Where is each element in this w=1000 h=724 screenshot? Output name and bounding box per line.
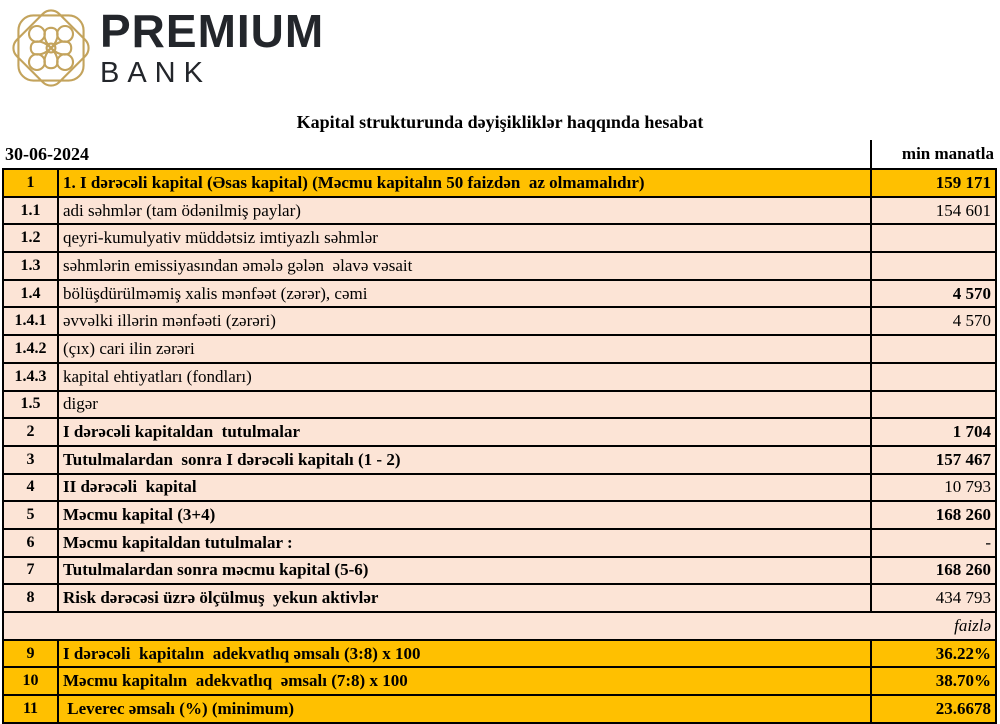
row-label: qeyri-kumulyativ müddətsiz imtiyazlı səhmlər: [59, 225, 872, 251]
table-row: [4, 530, 995, 558]
row-label: 1. I dərəcəli kapital (Əsas kapital) (Məcmu kapitalın 50 faizdən az olmamalıdır): [59, 170, 872, 196]
table-row: [4, 419, 995, 447]
table-row: [4, 641, 995, 669]
row-value: 10 793: [944, 477, 991, 497]
row-value: 159 171: [935, 172, 991, 192]
table-row: [4, 558, 995, 586]
table-row: [4, 447, 995, 475]
row-number: 1.2: [4, 225, 59, 251]
table-header-row: [2, 140, 997, 168]
row-label: adi səhmlər (tam ödənilmiş paylar): [59, 198, 872, 224]
row-value: [872, 253, 995, 279]
table-row: [4, 585, 995, 613]
row-label: digər: [59, 392, 872, 418]
brand-name: PREMIUM: [100, 5, 325, 57]
row-label: Tutulmalardan sonra məcmu kapital (5-6): [59, 558, 872, 584]
row-number: 1.4.3: [4, 364, 59, 390]
row-value: -: [985, 532, 991, 552]
row-value: 36.22%: [935, 643, 991, 663]
row-value: [872, 364, 995, 390]
row-value: 1 704: [952, 422, 991, 442]
row-number: 3: [4, 447, 59, 473]
table-row: [4, 392, 995, 420]
row-number: 7: [4, 558, 59, 584]
row-label: II dərəcəli kapital: [59, 475, 872, 501]
percent-unit-label: faizlə: [954, 615, 991, 635]
row-value: 434 793: [935, 588, 991, 608]
row-number: 2: [4, 419, 59, 445]
row-value: 157 467: [935, 449, 991, 469]
row-label: səhmlərin emissiyasından əmələ gələn əlavə vəsait: [59, 253, 872, 279]
table-row: [4, 475, 995, 503]
row-label: I dərəcəli kapitaldan tutulmalar: [59, 419, 872, 445]
capital-table-body: [4, 170, 995, 724]
row-value: 154 601: [935, 200, 991, 220]
row-label: bölüşdürülməmiş xalis mənfəət (zərər), cəmi: [59, 281, 872, 307]
premium-bank-logo: [6, 4, 96, 92]
row-value: 168 260: [935, 560, 991, 580]
row-label: Tutulmalardan sonra I dərəcəli kapitalı (1 - 2): [59, 447, 872, 473]
row-label: kapital ehtiyatları (fondları): [59, 364, 872, 390]
table-row: [4, 502, 995, 530]
row-value: 4 570: [952, 283, 991, 303]
row-value: [872, 392, 995, 418]
brand-text: [100, 6, 324, 89]
capital-structure-table: [2, 168, 997, 724]
row-number: 4: [4, 475, 59, 501]
row-value: 168 260: [935, 505, 991, 525]
row-number: 9: [4, 641, 59, 667]
row-label: (çıx) cari ilin zərəri: [59, 336, 872, 362]
brand-sub: BANK: [100, 57, 211, 89]
row-label: I dərəcəli kapitalın adekvatlıq əmsalı (3:8) x 100: [59, 641, 872, 667]
row-number: 6: [4, 530, 59, 556]
table-row: [4, 198, 995, 226]
table-row: [4, 364, 995, 392]
table-row: [4, 170, 995, 198]
report-date: 30-06-2024: [5, 143, 89, 164]
knot-icon: [6, 4, 96, 92]
row-number: 1.4: [4, 281, 59, 307]
table-row: [4, 253, 995, 281]
row-number: 1.4.1: [4, 308, 59, 334]
row-number: 11: [4, 696, 59, 722]
row-number: 1.4.2: [4, 336, 59, 362]
table-row: [4, 668, 995, 696]
row-label: Məcmu kapitaldan tutulmalar :: [59, 530, 872, 556]
row-value: 23.6678: [935, 698, 991, 718]
row-label: Risk dərəcəsi üzrə ölçülmuş yekun aktivlər: [59, 585, 872, 611]
row-number: 8: [4, 585, 59, 611]
table-row: [4, 308, 995, 336]
row-value: [872, 225, 995, 251]
row-value: 4 570: [952, 311, 991, 331]
row-number: 1.1: [4, 198, 59, 224]
table-row: [4, 613, 995, 641]
row-label: Məcmu kapitalın adekvatlıq əmsalı (7:8) x 100: [59, 668, 872, 694]
report-title: Kapital strukturunda dəyişikliklər haqqında hesabat: [296, 112, 704, 132]
row-value: [872, 336, 995, 362]
table-row: [4, 696, 995, 724]
row-number: 1.3: [4, 253, 59, 279]
unit-label: min manatla: [870, 140, 997, 168]
row-number: 1.5: [4, 392, 59, 418]
row-label: Leverec əmsalı (%) (minimum): [59, 696, 872, 722]
row-label: əvvəlki illərin mənfəəti (zərəri): [59, 308, 872, 334]
row-number: 10: [4, 668, 59, 694]
table-row: [4, 336, 995, 364]
table-row: [4, 225, 995, 253]
row-value: 38.70%: [935, 671, 991, 691]
table-row: [4, 281, 995, 309]
row-label: Məcmu kapital (3+4): [59, 502, 872, 528]
row-number: 5: [4, 502, 59, 528]
row-number: 1: [4, 170, 59, 196]
